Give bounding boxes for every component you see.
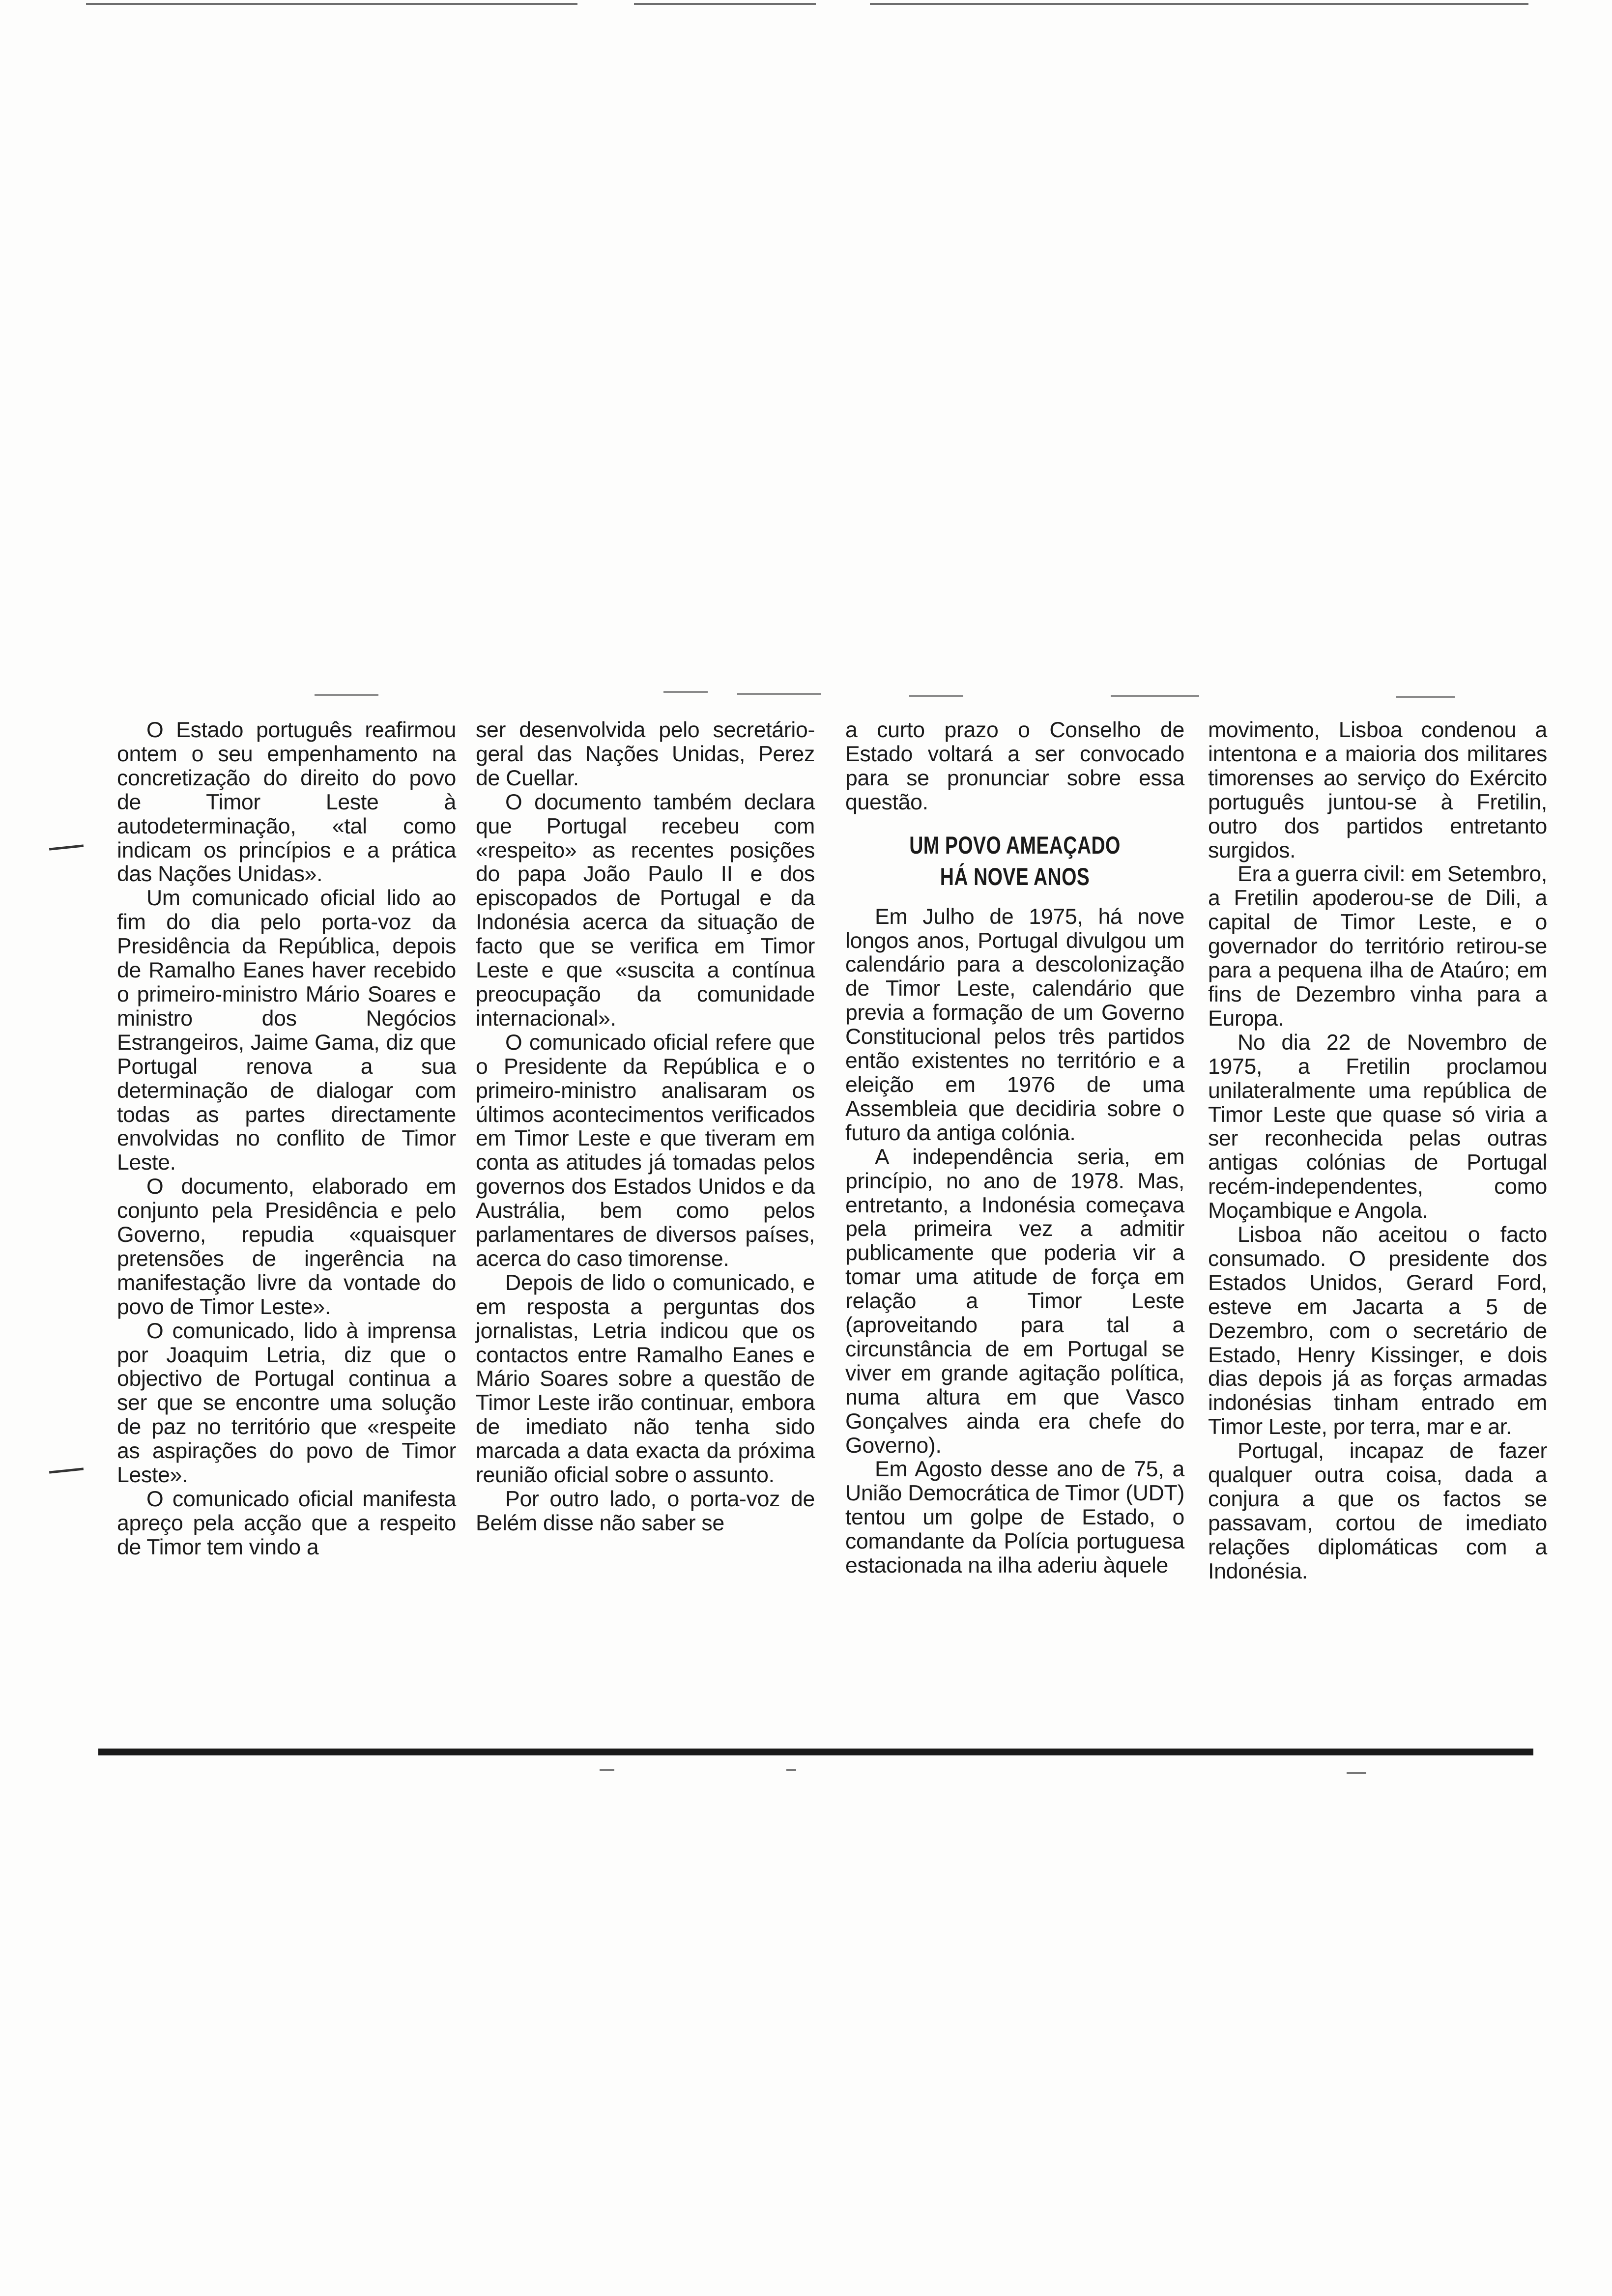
scan-noise (1347, 1772, 1366, 1774)
paragraph: Era a guerra civil: em Setembro, a Fretilin apoderou-se de Dili, a capital de Timor Leste, e o governador do território retirou-se para a pequena ilha de Ataúro; em fins de Dezembro vinha para a Europa. (1208, 862, 1547, 1031)
scan-noise (786, 1769, 796, 1771)
subheading (883, 830, 1147, 892)
scan-noise (600, 1769, 614, 1771)
subheading-line-1: UM POVO AMEAÇADO (909, 831, 1121, 859)
paragraph: a curto prazo o Conselho de Estado voltará a ser convocado para se pronunciar sobre essa questão. (845, 718, 1184, 814)
paragraph: O comunicado, lido à imprensa por Joaquim Letria, diz que o objectivo de Portugal continua a ser que se encontre uma solução de paz no território que «respeite as aspirações do povo de Timor Leste». (117, 1319, 456, 1488)
margin-mark (49, 844, 84, 850)
subheading-line-2: HÁ NOVE ANOS (940, 862, 1090, 890)
scan-top-line (86, 3, 577, 5)
paragraph: O documento, elaborado em conjunto pela Presidência e pelo Governo, repudia «quaisquer pretensões de ingerência na manifestação livre da vontade do povo de Timor Leste». (117, 1175, 456, 1319)
paragraph: Em Julho de 1975, há nove longos anos, Portugal divulgou um calendário para a descolonização de Timor Leste, calendário que previa a formação de um Governo Constitucional pelos três partidos então existentes no território e a eleição em 1976 de uma Assembleia que decidiria sobre o futuro da antiga colónia. (845, 904, 1184, 1145)
paragraph: O Estado português reafirmou ontem o seu empenhamento na concretização do direito do povo de Timor Leste à autodeterminação, «tal como indicam os princípios e a prática das Nações Unidas». (117, 718, 456, 887)
paragraph: ser desenvolvida pelo secretário-geral das Nações Unidas, Perez de Cuellar. (476, 718, 815, 790)
margin-mark (49, 1467, 84, 1473)
scan-noise (737, 693, 821, 695)
paragraph: Depois de lido o comunicado, e em resposta a perguntas dos jornalistas, Letria indicou que os contactos entre Ramalho Eanes e Mário Soares sobre a questão de Timor Leste irão continuar, embora de imediato não tenha sido marcada a data exacta da próxima reunião oficial sobre o assunto. (476, 1270, 815, 1488)
paragraph: O comunicado oficial refere que o Presidente da República e o primeiro-ministro analisaram os últimos acontecimentos verificados em Timor Leste e que tiveram em conta as atitudes já tomadas pelos governos dos Estados Unidos e da Austrália, bem como pelos parlamentares de diversos países, acerca do caso timorense. (476, 1030, 815, 1271)
scan-top-line (634, 3, 816, 5)
article-column-2 (476, 718, 815, 1536)
article-column-1 (117, 718, 456, 1560)
bottom-rule (98, 1749, 1533, 1755)
article-column-3 (845, 718, 1184, 1578)
paragraph: Portugal, incapaz de fazer qualquer outra coisa, dada a conjura a que os factos se passavam, cortou de imediato relações diplomáticas com a Indonésia. (1208, 1439, 1547, 1583)
scan-noise (1396, 696, 1455, 698)
paragraph: Um comunicado oficial lido ao fim do dia pelo porta-voz da Presidência da República, depois de Ramalho Eanes haver recebido o primeiro-ministro Mário Soares e ministro dos Negócios Estrangeiros, Jaime Gama, diz que Portugal renova a sua determinação de dialogar com todas as partes directamente envolvidas no conflito de Timor Leste. (117, 886, 456, 1175)
scan-top-line (870, 3, 1528, 5)
paragraph: A independência seria, em princípio, no ano de 1978. Mas, entretanto, a Indonésia começava pela primeira vez a admitir publicamente que poderia vir a tomar uma atitude de força em relação a Timor Leste (aproveitando para tal a circunstância de em Portugal se viver em grande agitação política, numa altura em que Vasco Gonçalves ainda era chefe do Governo). (845, 1145, 1184, 1458)
paragraph: Lisboa não aceitou o facto consumado. O presidente dos Estados Unidos, Gerard Ford, esteve em Jacarta a 5 de Dezembro, com o secretário de Estado, Henry Kissinger, e dois dias depois já as forças armadas indonésias tinham entrado em Timor Leste, por terra, mar e ar. (1208, 1223, 1547, 1439)
article-column-4 (1208, 718, 1547, 1584)
paragraph: No dia 22 de Novembro de 1975, a Fretilin proclamou unilateralmente uma república de Timor Leste que quase só viria a ser reconhecida pelas outras antigas colónias de Portugal recém-independentes, como Moçambique e Angola. (1208, 1030, 1547, 1223)
scan-noise (1111, 695, 1199, 697)
paragraph: Por outro lado, o porta-voz de Belém disse não saber se (476, 1487, 815, 1535)
paragraph: O comunicado oficial manifesta apreço pela acção que a respeito de Timor tem vindo a (117, 1487, 456, 1559)
scan-noise (909, 695, 963, 697)
scan-noise (663, 691, 708, 693)
paragraph: Em Agosto desse ano de 75, a União Democrática de Timor (UDT) tentou um golpe de Estado, o comandante da Polícia portuguesa estacionada na ilha aderiu àquele (845, 1457, 1184, 1578)
paragraph: O documento também declara que Portugal recebeu com «respeito» as recentes posições do papa João Paulo II e dos episcopados de Portugal e da Indonésia acerca da situação de facto que se verifica em Timor Leste e que «suscita a contínua preocupação da comunidade internacional». (476, 790, 815, 1031)
scan-noise (315, 694, 378, 696)
paragraph: movimento, Lisboa condenou a intentona e a maioria dos militares timorenses ao serviço do Exército português juntou-se à Fretilin, outro dos partidos entretanto surgidos. (1208, 718, 1547, 862)
